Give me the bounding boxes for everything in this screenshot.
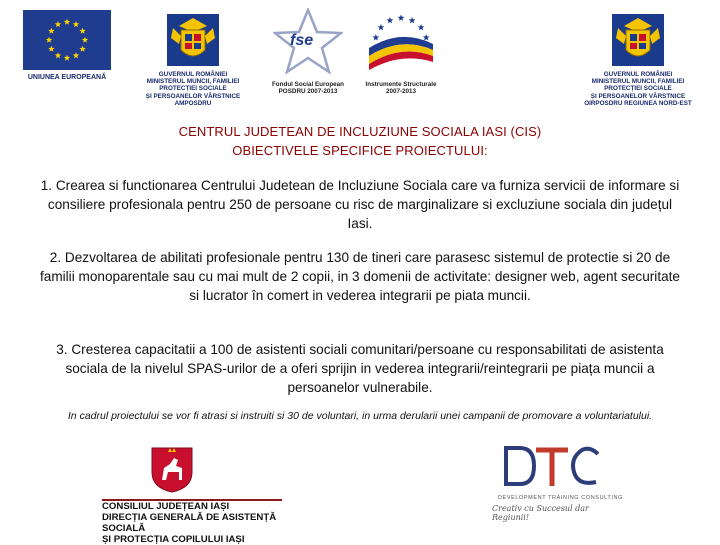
volunteers-note: In cadrul proiectului se vor fi atrasi si instruiti si 30 de voluntari, in urma derularii unei campanii de promovare a voluntariatului. xyxy=(67,410,653,422)
eu-caption: UNIUNEA EUROPEANĂ xyxy=(27,74,107,81)
instrumente-structurale-icon xyxy=(363,8,439,74)
page-subtitle: OBIECTIVELE SPECIFICE PROIECTULUI: xyxy=(232,143,488,158)
dtc-slogan: Creativ cu Succesul dar Regiunii! xyxy=(492,504,589,522)
dtc-logo xyxy=(478,440,628,520)
fse-mark: fse xyxy=(290,32,314,49)
objective-3: 3. Cresterea capacitatii a 100 de asistenti sociali comunitari/persoane cu responsabilitati de asistenta sociala de la nivelul SPAS-urilor de a oferi sprijin in vederea integrarii/reintegrarii pe piața muncii a persoanelor vulnerabile. xyxy=(56,342,664,395)
cj-caption: CONSILIUL JUDEȚEAN IAȘI DIRECȚIA GENERALĂ DE ASISTENȚĂ SOCIALĂ ȘI PROTECȚIA COPILULUI IAȘI xyxy=(102,501,277,545)
gov-left-caption: GUVERNUL ROMÂNIEI MINISTERUL MUNCII, FAMILIEI PROTECȚIEI SOCIALE ȘI PERSOANELOR VÂRSTNICE AMPOSDRU xyxy=(145,71,241,107)
is-star-icon xyxy=(387,17,394,24)
coat-of-arms-icon xyxy=(608,10,668,70)
page-title: CENTRUL JUDETEAN DE INCLUZIUNE SOCIALA IASI (CIS) xyxy=(178,124,542,139)
is-logo xyxy=(356,8,446,103)
is-star-icon xyxy=(378,24,385,31)
gov-left-logo xyxy=(128,8,258,123)
is-star-icon xyxy=(418,24,425,31)
gov-right-caption: GUVERNUL ROMÂNIEI MINISTERUL MUNCII, FAMILIEI PROTECȚIEI SOCIALE ȘI PERSOANELOR VÂRSTNICE OIRPOSDRU REGIUNEA NORD-EST xyxy=(584,71,692,107)
is-star-icon xyxy=(372,34,379,41)
iasi-horse-crest-icon xyxy=(148,444,196,494)
is-caption: Instrumente Structurale 2007-2013 xyxy=(365,81,437,96)
dtc-mark-icon xyxy=(498,442,608,492)
cj-iasi-logo xyxy=(100,438,300,545)
coat-of-arms-icon xyxy=(163,10,223,70)
eu-logo xyxy=(22,10,112,85)
dtc-subtitle: DEVELOPMENT TRAINING CONSULTING xyxy=(498,495,623,501)
eu-flag-icon xyxy=(23,10,111,70)
is-star-icon xyxy=(398,14,405,21)
fse-caption: Fondul Social European POSDRU 2007-2013 xyxy=(271,81,345,96)
is-star-icon xyxy=(423,34,430,41)
objective-1: 1. Crearea si functionarea Centrului Judetean de Incluziune Sociala care va furniza servicii de informare si consiliere profesionala pentru 250 de persoane cu risc de marginalizare si excluziune sociala din județul Iasi. xyxy=(40,178,680,231)
gov-right-logo xyxy=(568,8,708,123)
objective-2: 2. Dezvoltarea de abilitati profesionale pentru 130 de tineri care parasesc sistemul de protectie si 20 de familii monoparentale sau cu mai mult de 2 copii, in 3 domenii de activitate: designer web, agent securitate si lucrator în comert in vederea integrarii pe piata muncii. xyxy=(39,250,680,303)
is-star-icon xyxy=(409,17,416,24)
fse-logo xyxy=(258,8,358,103)
